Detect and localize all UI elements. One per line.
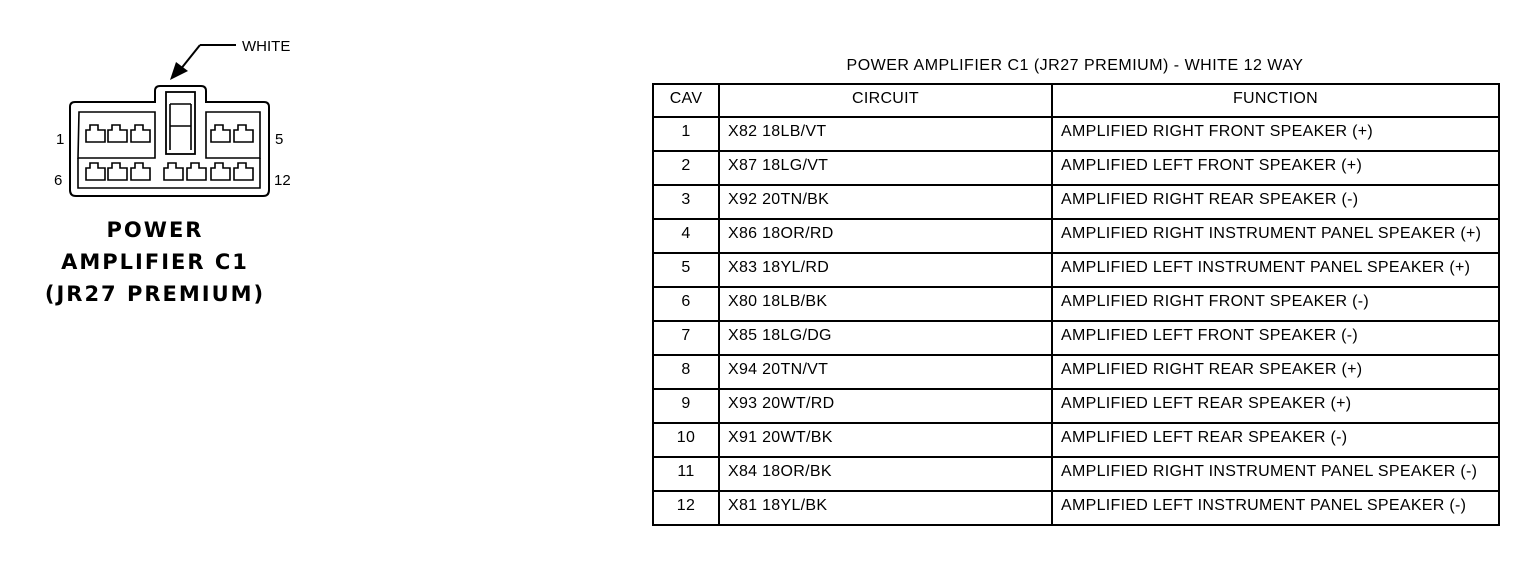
cavity-11 bbox=[211, 163, 230, 180]
table-row bbox=[653, 287, 1499, 321]
cav-cell: 5 bbox=[653, 253, 719, 287]
table-row bbox=[653, 185, 1499, 219]
cavity-8 bbox=[131, 163, 150, 180]
cav-cell: 9 bbox=[653, 389, 719, 423]
table-row bbox=[653, 491, 1499, 525]
circuit-cell: X84 18OR/BK bbox=[719, 457, 1052, 491]
table-row bbox=[653, 253, 1499, 287]
function-cell: AMPLIFIED RIGHT FRONT SPEAKER (-) bbox=[1052, 287, 1499, 321]
circuit-cell: X83 18YL/RD bbox=[719, 253, 1052, 287]
function-cell: AMPLIFIED RIGHT FRONT SPEAKER (+) bbox=[1052, 117, 1499, 151]
table-row bbox=[653, 151, 1499, 185]
circuit-cell: X80 18LB/BK bbox=[719, 287, 1052, 321]
connector-title-line-2: AMPLIFIER C1 bbox=[61, 250, 249, 274]
cavity-5 bbox=[234, 125, 253, 142]
cav-cell: 8 bbox=[653, 355, 719, 389]
table-header-row bbox=[653, 84, 1499, 117]
function-cell: AMPLIFIED RIGHT REAR SPEAKER (+) bbox=[1052, 355, 1499, 389]
cavity-1 bbox=[86, 125, 105, 142]
table-row bbox=[653, 389, 1499, 423]
cav-cell: 3 bbox=[653, 185, 719, 219]
circuit-cell: X94 20TN/VT bbox=[719, 355, 1052, 389]
header-function: FUNCTION bbox=[1052, 84, 1499, 117]
white-label: WHITE bbox=[242, 38, 291, 55]
cavity-2 bbox=[108, 125, 127, 142]
circuit-cell: X91 20WT/BK bbox=[719, 423, 1052, 457]
cav-cell: 11 bbox=[653, 457, 719, 491]
cavity-4 bbox=[211, 125, 230, 142]
connector-title-line-3: (JR27 PREMIUM) bbox=[44, 282, 266, 306]
cavity-3 bbox=[131, 125, 150, 142]
function-cell: AMPLIFIED LEFT INSTRUMENT PANEL SPEAKER (-) bbox=[1052, 491, 1499, 525]
table-row bbox=[653, 219, 1499, 253]
cav-cell: 1 bbox=[653, 117, 719, 151]
pin-label-12: 12 bbox=[274, 172, 291, 189]
cav-cell: 2 bbox=[653, 151, 719, 185]
table-title: POWER AMPLIFIER C1 (JR27 PREMIUM) - WHITE 12 WAY bbox=[846, 57, 1304, 74]
pinout-table bbox=[652, 83, 1500, 526]
function-cell: AMPLIFIED LEFT INSTRUMENT PANEL SPEAKER (+) bbox=[1052, 253, 1499, 287]
table-row bbox=[653, 117, 1499, 151]
table-row bbox=[653, 457, 1499, 491]
pin-label-5: 5 bbox=[275, 131, 284, 148]
cav-cell: 12 bbox=[653, 491, 719, 525]
connector-title-line-1: POWER bbox=[106, 218, 204, 242]
connector-title bbox=[40, 214, 270, 310]
cavity-10 bbox=[187, 163, 206, 180]
circuit-cell: X81 18YL/BK bbox=[719, 491, 1052, 525]
header-cav: CAV bbox=[653, 84, 719, 117]
function-cell: AMPLIFIED LEFT REAR SPEAKER (+) bbox=[1052, 389, 1499, 423]
cav-cell: 4 bbox=[653, 219, 719, 253]
table-row bbox=[653, 423, 1499, 457]
cav-cell: 6 bbox=[653, 287, 719, 321]
white-indicator-arrow bbox=[170, 45, 236, 80]
circuit-cell: X82 18LB/VT bbox=[719, 117, 1052, 151]
circuit-cell: X93 20WT/RD bbox=[719, 389, 1052, 423]
cav-cell: 10 bbox=[653, 423, 719, 457]
table-row bbox=[653, 321, 1499, 355]
function-cell: AMPLIFIED RIGHT INSTRUMENT PANEL SPEAKER (-) bbox=[1052, 457, 1499, 491]
function-cell: AMPLIFIED RIGHT INSTRUMENT PANEL SPEAKER (+) bbox=[1052, 219, 1499, 253]
circuit-cell: X92 20TN/BK bbox=[719, 185, 1052, 219]
cavity-12 bbox=[234, 163, 253, 180]
table-row bbox=[653, 355, 1499, 389]
cavity-9 bbox=[164, 163, 183, 180]
function-cell: AMPLIFIED LEFT FRONT SPEAKER (-) bbox=[1052, 321, 1499, 355]
function-cell: AMPLIFIED RIGHT REAR SPEAKER (-) bbox=[1052, 185, 1499, 219]
circuit-cell: X86 18OR/RD bbox=[719, 219, 1052, 253]
header-circuit: CIRCUIT bbox=[719, 84, 1052, 117]
circuit-cell: X85 18LG/DG bbox=[719, 321, 1052, 355]
pin-label-6: 6 bbox=[54, 172, 63, 189]
cav-cell: 7 bbox=[653, 321, 719, 355]
function-cell: AMPLIFIED LEFT REAR SPEAKER (-) bbox=[1052, 423, 1499, 457]
cavity-7 bbox=[108, 163, 127, 180]
function-cell: AMPLIFIED LEFT FRONT SPEAKER (+) bbox=[1052, 151, 1499, 185]
circuit-cell: X87 18LG/VT bbox=[719, 151, 1052, 185]
pin-label-1: 1 bbox=[56, 131, 65, 148]
cavity-6 bbox=[86, 163, 105, 180]
